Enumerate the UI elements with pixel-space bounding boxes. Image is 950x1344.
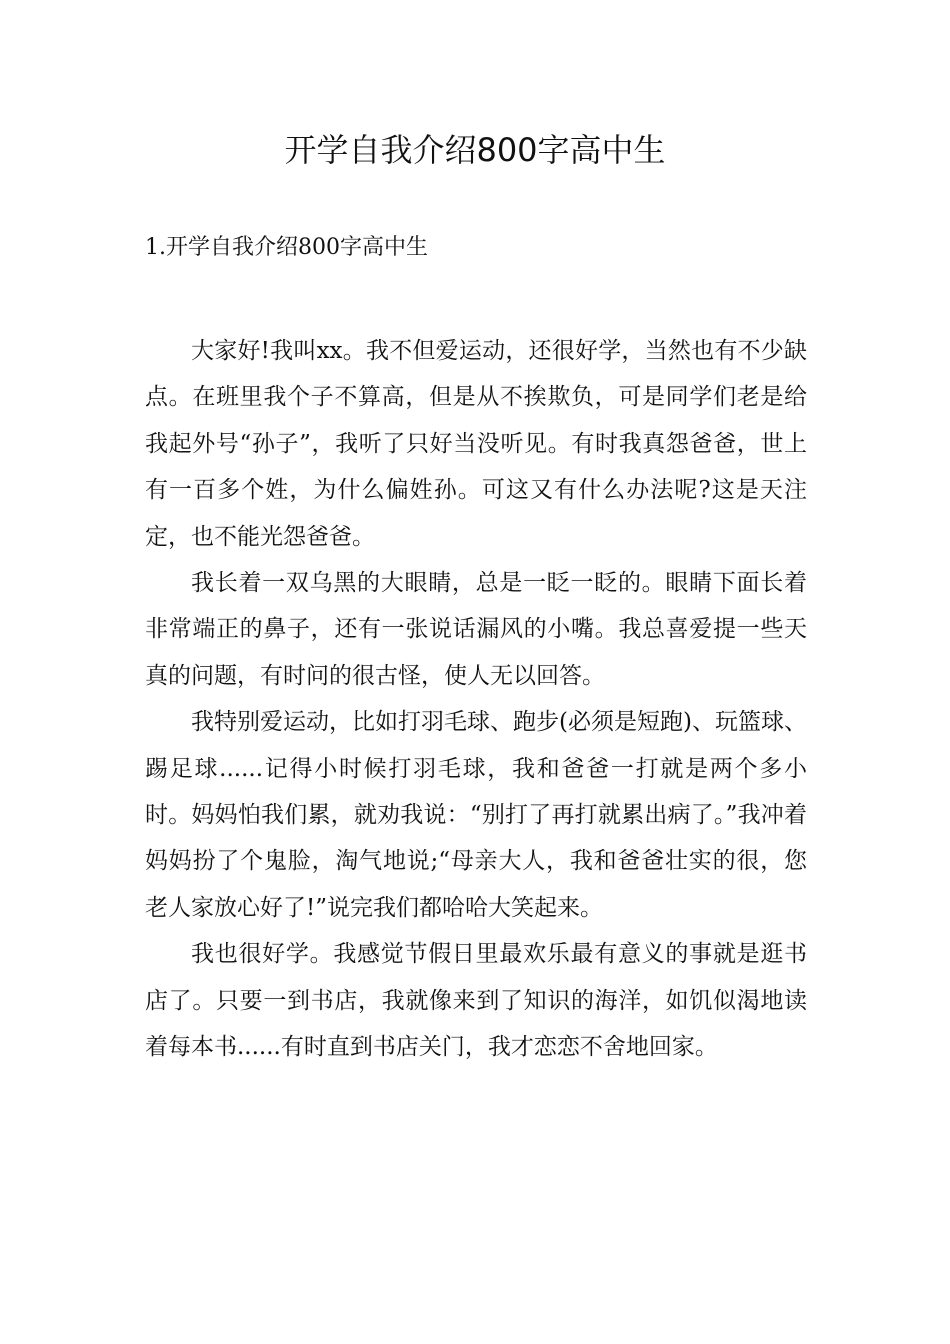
paragraph: 我也很好学。我感觉节假日里最欢乐最有意义的事就是逛书店了。只要一到书店，我就像来到了知识的海洋，如饥似渴地读着每本书......有时直到书店关门，我才恋恋不舍地回家。 <box>145 941 807 1061</box>
section-heading: 1.开学自我介绍800字高中生 <box>145 235 428 260</box>
document-title: 开学自我介绍800字高中生 <box>284 131 666 169</box>
paragraph: 大家好!我叫xx。我不但爱运动，还很好学，当然也有不少缺点。在班里我个子不算高，但是从不挨欺负，可是同学们老是给我起外号“孙子”，我听了只好当没听见。有时我真怨爸爸，世上有一百多个姓，为什么偏姓孙。可这又有什么办法呢?这是天注定，也不能光怨爸爸。 <box>145 338 807 550</box>
document-body <box>145 328 807 1071</box>
paragraph: 我特别爱运动，比如打羽毛球、跑步(必须是短跑)、玩篮球、踢足球......记得小时候打羽毛球，我和爸爸一打就是两个多小时。妈妈怕我们累，就劝我说：“别打了再打就累出病了。”我冲着妈妈扮了个鬼脸，淘气地说;“母亲大人，我和爸爸壮实的很，您老人家放心好了!”说完我们都哈哈大笑起来。 <box>145 709 807 921</box>
paragraph: 我长着一双乌黑的大眼睛，总是一眨一眨的。眼睛下面长着非常端正的鼻子，还有一张说话漏风的小嘴。我总喜爱提一些天真的问题，有时问的很古怪，使人无以回答。 <box>145 570 807 689</box>
